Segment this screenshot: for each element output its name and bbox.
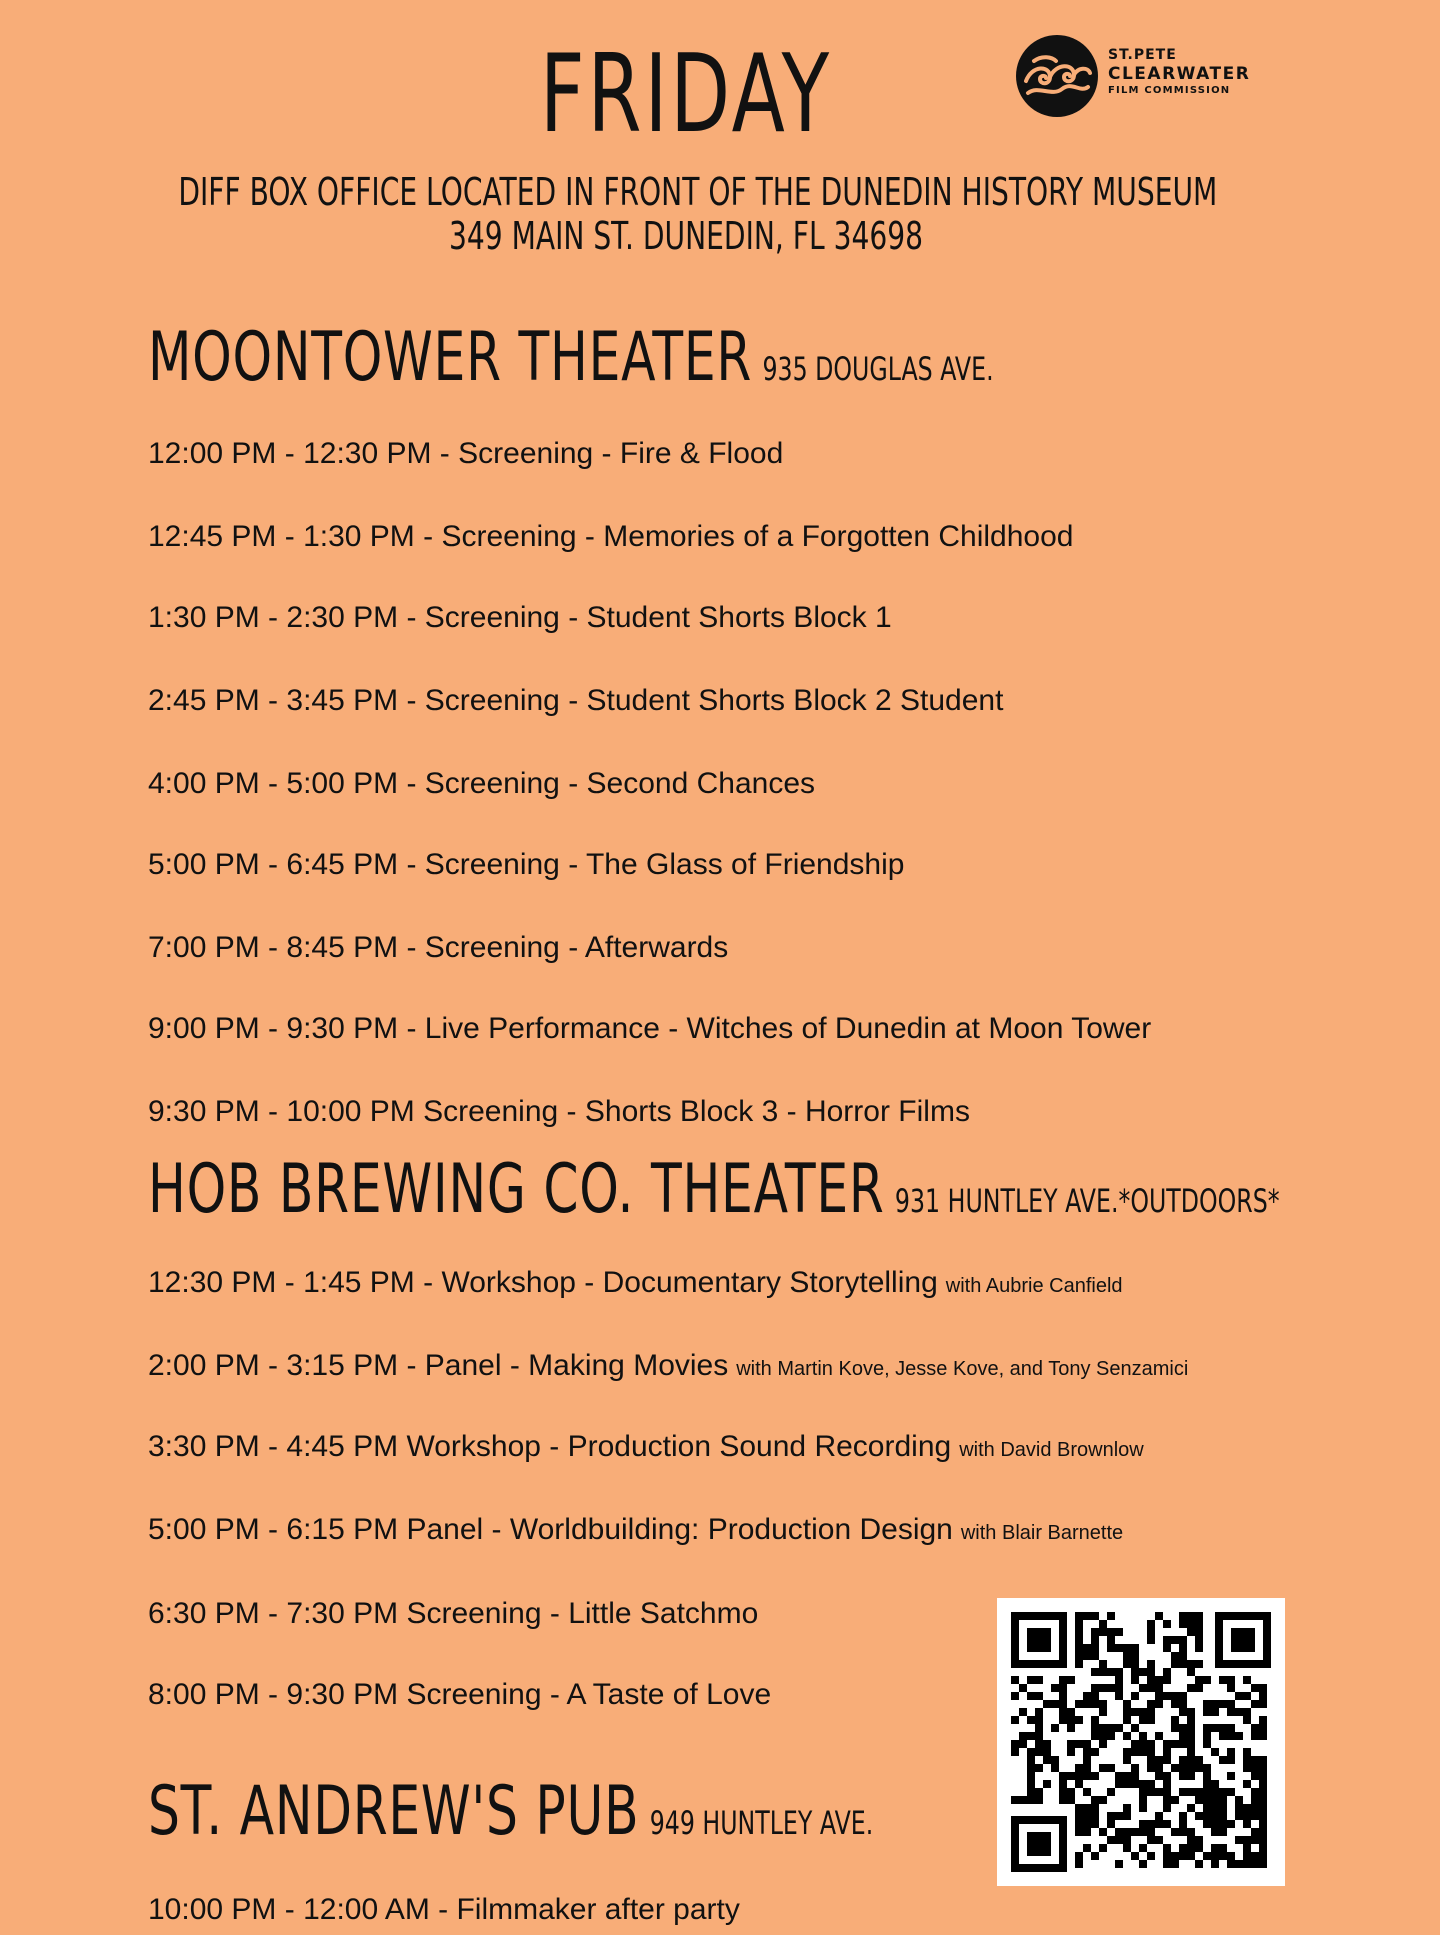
schedule-item-host: with David Brownlow <box>959 1439 1144 1461</box>
schedule-item: 10:00 PM - 12:00 AM - Filmmaker after party <box>148 1893 740 1926</box>
schedule-item: 6:30 PM - 7:30 PM Screening - Little Satchmo <box>148 1597 759 1630</box>
qr-code-icon <box>997 1598 1285 1886</box>
schedule-item-text: 2:00 PM - 3:15 PM - Panel - Making Movies <box>148 1349 729 1382</box>
venue-name: MOONTOWER THEATER <box>148 318 753 397</box>
schedule-item <box>148 1429 1144 1468</box>
schedule-item-text: 12:30 PM - 1:45 PM - Workshop - Documentary Storytelling <box>148 1266 938 1299</box>
wave-swirl-icon <box>1016 35 1098 117</box>
logo-line-clearwater: CLEARWATER <box>1108 64 1251 84</box>
venue-address: 931 HUNTLEY AVE.*OUTDOORS* <box>894 1182 1280 1220</box>
schedule-item: 5:00 PM - 6:45 PM - Screening - The Glass of Friendship <box>148 848 905 881</box>
schedule-item: 12:45 PM - 1:30 PM - Screening - Memories of a Forgotten Childhood <box>148 520 1074 553</box>
schedule-item: 4:00 PM - 5:00 PM - Screening - Second Chances <box>148 767 816 800</box>
schedule-item: 8:00 PM - 9:30 PM Screening - A Taste of Love <box>148 1678 772 1711</box>
venue-address: 949 HUNTLEY AVE. <box>649 1804 874 1842</box>
schedule-item-host: with Martin Kove, Jesse Kove, and Tony Senzamici <box>736 1358 1189 1380</box>
schedule-item: 2:45 PM - 3:45 PM - Screening - Student Shorts Block 2 Student <box>148 684 1004 717</box>
venue-address: 935 DOUGLAS AVE. <box>762 350 994 388</box>
schedule-item: 9:00 PM - 9:30 PM - Live Performance - Witches of Dunedin at Moon Tower <box>148 1012 1152 1045</box>
venue-heading-st-andrews-pub <box>148 1772 873 1852</box>
schedule-item: 12:00 PM - 12:30 PM - Screening - Fire & Flood <box>148 437 784 470</box>
schedule-item <box>148 1348 1188 1387</box>
schedule-item-text: 3:30 PM - 4:45 PM Workshop - Production Sound Recording <box>148 1430 952 1463</box>
box-office-line: DIFF BOX OFFICE LOCATED IN FRONT OF THE DUNEDIN HISTORY MUSEUM <box>178 170 1218 214</box>
box-office-address: 349 MAIN ST. DUNEDIN, FL 34698 <box>448 214 924 258</box>
logo-line-film-commission: FILM COMMISSION <box>1108 85 1231 96</box>
venue-name: ST. ANDREW'S PUB <box>148 1772 640 1851</box>
schedule-item <box>148 1265 1123 1304</box>
film-commission-logo <box>1016 35 1276 119</box>
venue-heading-moontower <box>148 318 994 398</box>
schedule-item-text: 5:00 PM - 6:15 PM Panel - Worldbuilding: Production Design <box>148 1513 953 1546</box>
schedule-item-host: with Blair Barnette <box>960 1522 1124 1544</box>
schedule-item <box>148 1512 1123 1551</box>
schedule-item: 9:30 PM - 10:00 PM Screening - Shorts Block 3 - Horror Films <box>148 1095 970 1128</box>
venue-name: HOB BREWING CO. THEATER <box>148 1150 885 1229</box>
page-title: FRIDAY <box>539 32 833 157</box>
logo-wordmark <box>1108 47 1250 97</box>
logo-line-stpete: ST.PETE <box>1108 47 1177 63</box>
schedule-item: 7:00 PM - 8:45 PM - Screening - Afterwards <box>148 931 729 964</box>
schedule-item-host: with Aubrie Canfield <box>945 1275 1123 1297</box>
venue-heading-hob-brewing <box>148 1150 1280 1230</box>
schedule-item: 1:30 PM - 2:30 PM - Screening - Student Shorts Block 1 <box>148 601 892 634</box>
